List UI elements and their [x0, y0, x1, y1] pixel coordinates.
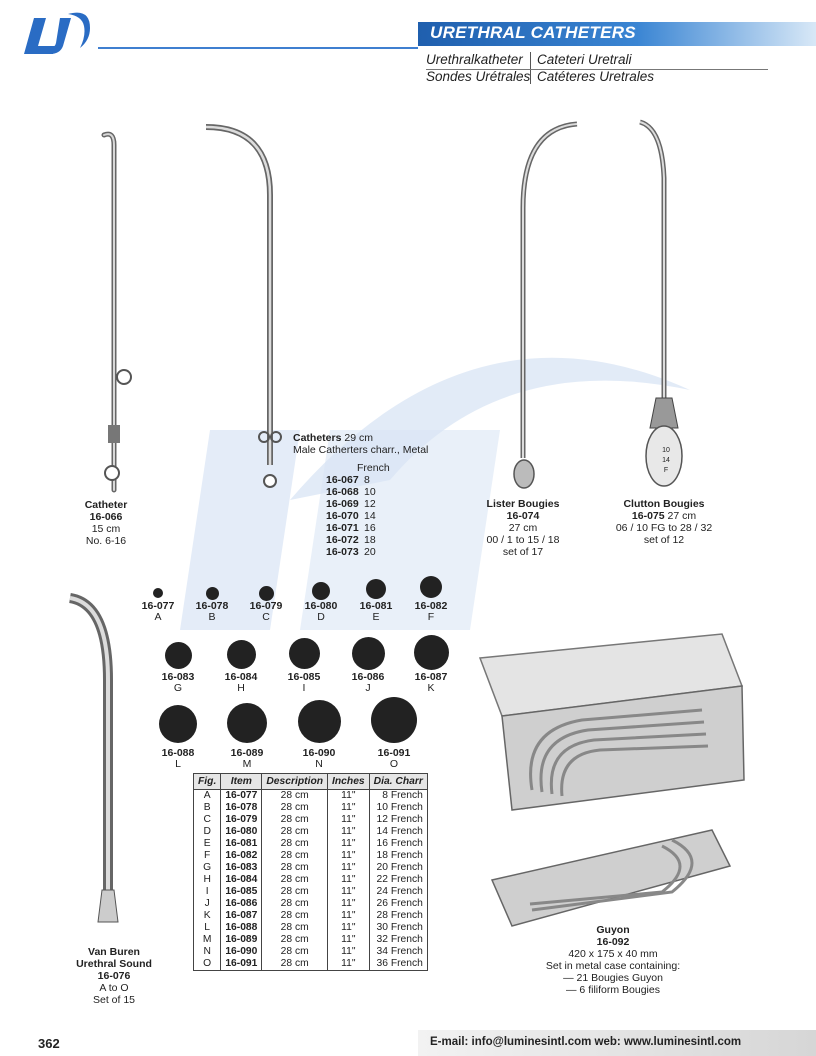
- table-cell: 14 French: [369, 826, 427, 838]
- table-cell: 10 French: [369, 802, 427, 814]
- catheters-size-code: 16-071: [326, 522, 359, 534]
- table-cell: 26 French: [369, 898, 427, 910]
- size-letter: A: [154, 611, 162, 623]
- size-letter: D: [317, 611, 325, 623]
- table-cell: 16-088: [221, 922, 262, 934]
- page-number: 362: [38, 1036, 60, 1051]
- catheters-size-code: 16-070: [326, 510, 359, 522]
- size-label: [274, 672, 334, 694]
- vanburen-code: 16-076: [97, 970, 131, 982]
- table-header: Description: [262, 774, 328, 790]
- size-code: 16-081: [359, 600, 393, 612]
- table-cell: F: [194, 850, 221, 862]
- table-cell: 28 cm: [262, 946, 328, 958]
- guyon-case-illustration: [472, 630, 752, 930]
- size-dot: [153, 588, 163, 598]
- size-code: 16-079: [249, 600, 283, 612]
- size-letter: N: [315, 758, 323, 770]
- size-letter: H: [237, 682, 245, 694]
- catheters-size-code: 16-069: [326, 498, 359, 510]
- table-row: [194, 934, 428, 946]
- catheters-size-row: [326, 510, 390, 522]
- table-cell: M: [194, 934, 221, 946]
- clutton-range: 06 / 10 FG to 28 / 32: [615, 522, 713, 534]
- table-cell: 28 cm: [262, 886, 328, 898]
- catheter-illustration: [92, 125, 136, 495]
- catheters-size-row: [326, 522, 390, 534]
- lister-bougie-illustration: [505, 118, 585, 498]
- size-dot: [227, 640, 256, 669]
- table-row: [194, 826, 428, 838]
- table-cell: 28 cm: [262, 922, 328, 934]
- table-cell: 11": [328, 814, 370, 826]
- size-code: 16-086: [351, 671, 385, 683]
- catheters-size-list: [326, 462, 390, 558]
- catheters-size-value: 18: [364, 534, 376, 546]
- catheters-size-row: [326, 474, 390, 486]
- size-code: 16-078: [195, 600, 229, 612]
- clutton-code: 16-075: [631, 510, 665, 522]
- table-row: [194, 838, 428, 850]
- lister-length: 27 cm: [508, 522, 538, 534]
- size-letter: C: [262, 611, 270, 623]
- catheters-size-value: 20: [364, 546, 376, 558]
- table-cell: 28 cm: [262, 874, 328, 886]
- table-cell: 16 French: [369, 838, 427, 850]
- size-code: 16-091: [377, 747, 411, 759]
- table-cell: 11": [328, 934, 370, 946]
- table-cell: E: [194, 838, 221, 850]
- table-cell: 16-083: [221, 862, 262, 874]
- guyon-contents: Set in metal case containing:: [545, 960, 681, 972]
- guyon-code: 16-092: [596, 936, 630, 948]
- catheters-length: 29 cm: [344, 432, 373, 444]
- table-cell: O: [194, 958, 221, 971]
- table-cell: 12 French: [369, 814, 427, 826]
- catheter-code: 16-066: [89, 511, 123, 523]
- clutton-set: set of 12: [643, 534, 685, 546]
- lister-caption: [473, 498, 573, 558]
- table-cell: 20 French: [369, 862, 427, 874]
- size-code: 16-083: [161, 671, 195, 683]
- size-dot: [414, 635, 449, 670]
- table-cell: 36 French: [369, 958, 427, 971]
- catheters-size-value: 8: [364, 474, 370, 486]
- size-code: 16-087: [414, 671, 448, 683]
- vanburen-caption: [64, 946, 164, 1006]
- table-cell: 16-081: [221, 838, 262, 850]
- size-label: [291, 601, 351, 623]
- catheters-name: Catheters: [293, 432, 342, 444]
- size-dot: [165, 642, 192, 669]
- spec-table: [193, 773, 428, 971]
- lister-name: Lister Bougies: [486, 498, 560, 510]
- table-row: [194, 790, 428, 803]
- size-label: [346, 601, 406, 623]
- catheters-caption: [293, 432, 428, 456]
- subtitle-es: Catéteres Uretrales: [537, 69, 655, 84]
- table-row: [194, 886, 428, 898]
- table-cell: 28 cm: [262, 790, 328, 803]
- guyon-item-2: — 6 filiform Bougies: [566, 984, 660, 996]
- table-cell: N: [194, 946, 221, 958]
- size-code: 16-085: [287, 671, 321, 683]
- size-letter: J: [365, 682, 371, 694]
- size-label: [148, 672, 208, 694]
- catheters-size-row: [326, 546, 390, 558]
- table-cell: 16-079: [221, 814, 262, 826]
- table-cell: J: [194, 898, 221, 910]
- table-row: [194, 958, 428, 971]
- table-header: Dia. Charr: [369, 774, 427, 790]
- table-cell: C: [194, 814, 221, 826]
- size-letter: G: [173, 682, 183, 694]
- size-code: 16-082: [414, 600, 448, 612]
- catheters-size-row: [326, 534, 390, 546]
- table-cell: 28 cm: [262, 862, 328, 874]
- table-header: Item: [221, 774, 262, 790]
- van-buren-illustration: [62, 590, 132, 940]
- table-cell: I: [194, 886, 221, 898]
- size-label: [211, 672, 271, 694]
- size-label: [148, 748, 208, 770]
- size-code: 16-089: [230, 747, 264, 759]
- catheters-size-value: 16: [364, 522, 376, 534]
- table-cell: 16-086: [221, 898, 262, 910]
- catheter-sizes: No. 6-16: [85, 535, 127, 547]
- size-dot: [227, 703, 267, 743]
- subtitle-fr: Sondes Urétrales: [426, 69, 531, 84]
- clutton-tip-label-1: 10: [662, 447, 670, 454]
- table-cell: 28 cm: [262, 910, 328, 922]
- table-cell: 11": [328, 838, 370, 850]
- table-cell: 11": [328, 790, 370, 803]
- table-cell: 16-077: [221, 790, 262, 803]
- size-letter: O: [389, 758, 399, 770]
- table-cell: 28 cm: [262, 838, 328, 850]
- guyon-name: Guyon: [596, 924, 630, 936]
- clutton-caption: [602, 498, 726, 546]
- table-cell: 11": [328, 850, 370, 862]
- table-cell: A: [194, 790, 221, 803]
- table-cell: B: [194, 802, 221, 814]
- table-row: [194, 898, 428, 910]
- table-cell: 16-091: [221, 958, 262, 971]
- table-cell: 11": [328, 898, 370, 910]
- size-dot: [352, 637, 385, 670]
- catheters-size-code: 16-072: [326, 534, 359, 546]
- table-cell: 28 cm: [262, 802, 328, 814]
- table-cell: L: [194, 922, 221, 934]
- table-row: [194, 862, 428, 874]
- table-cell: 24 French: [369, 886, 427, 898]
- guyon-caption: [530, 924, 696, 996]
- table-cell: 11": [328, 826, 370, 838]
- size-dot: [206, 587, 219, 600]
- table-cell: 11": [328, 910, 370, 922]
- table-cell: 11": [328, 802, 370, 814]
- table-cell: 11": [328, 862, 370, 874]
- size-label: [236, 601, 296, 623]
- size-code: 16-088: [161, 747, 195, 759]
- table-cell: 30 French: [369, 922, 427, 934]
- catheters-size-row: [326, 486, 390, 498]
- clutton-length: 27 cm: [667, 510, 697, 522]
- size-label: [182, 601, 242, 623]
- table-cell: 16-078: [221, 802, 262, 814]
- subtitle-it: Cateteri Uretrali: [537, 52, 632, 67]
- table-row: [194, 910, 428, 922]
- table-cell: 11": [328, 886, 370, 898]
- clutton-name: Clutton Bougies: [623, 498, 705, 510]
- brand-logo: [24, 10, 94, 58]
- catheters-size-code: 16-073: [326, 546, 359, 558]
- clutton-bougie-illustration: [630, 118, 700, 498]
- vanburen-set: Set of 15: [92, 994, 136, 1006]
- table-cell: 8 French: [369, 790, 427, 803]
- size-code: 16-080: [304, 600, 338, 612]
- size-letter: K: [427, 682, 435, 694]
- size-letter: L: [175, 758, 181, 770]
- clutton-tip-label-2: 14: [662, 457, 670, 464]
- table-row: [194, 850, 428, 862]
- table-cell: 32 French: [369, 934, 427, 946]
- size-dot: [420, 576, 442, 598]
- table-cell: 28 cm: [262, 826, 328, 838]
- catheters-size-value: 10: [364, 486, 376, 498]
- table-cell: 28 cm: [262, 850, 328, 862]
- table-cell: 16-089: [221, 934, 262, 946]
- table-header: Inches: [328, 774, 370, 790]
- size-label: [217, 748, 277, 770]
- catheters-size-value: 12: [364, 498, 376, 510]
- size-label: [289, 748, 349, 770]
- catheters-size-code: 16-067: [326, 474, 359, 486]
- catheters-desc: Male Catherters charr., Metal: [293, 444, 429, 456]
- size-code: 16-077: [141, 600, 175, 612]
- table-cell: 16-087: [221, 910, 262, 922]
- table-row: [194, 874, 428, 886]
- clutton-tip-label-3: F: [663, 467, 669, 474]
- size-letter: I: [302, 682, 306, 694]
- lister-range: 00 / 1 to 15 / 18: [486, 534, 560, 546]
- size-code: 16-084: [224, 671, 258, 683]
- size-code: 16-090: [302, 747, 336, 759]
- vanburen-name-1: Van Buren: [88, 946, 140, 958]
- size-letter: E: [372, 611, 380, 623]
- size-label: [128, 601, 188, 623]
- table-cell: 28 cm: [262, 934, 328, 946]
- table-cell: 28 cm: [262, 958, 328, 971]
- size-label: [364, 748, 424, 770]
- size-dot: [259, 586, 274, 601]
- table-row: [194, 922, 428, 934]
- table-cell: 16-085: [221, 886, 262, 898]
- table-row: [194, 814, 428, 826]
- size-label: [401, 601, 461, 623]
- catheter-caption: [66, 499, 146, 547]
- catheters-size-row: [326, 498, 390, 510]
- size-label: [401, 672, 461, 694]
- table-cell: 28 cm: [262, 814, 328, 826]
- table-cell: G: [194, 862, 221, 874]
- size-dot: [298, 700, 341, 743]
- table-row: [194, 802, 428, 814]
- lister-set: set of 17: [502, 546, 544, 558]
- subtitle-de: Urethralkatheter: [426, 52, 523, 67]
- guyon-item-1: — 21 Bougies Guyon: [563, 972, 663, 984]
- table-cell: D: [194, 826, 221, 838]
- table-row: [194, 946, 428, 958]
- table-header: Fig.: [194, 774, 221, 790]
- size-dot: [289, 638, 320, 669]
- table-cell: 11": [328, 874, 370, 886]
- size-dot: [366, 579, 386, 599]
- catheters-size-value: 14: [364, 510, 376, 522]
- catheters-size-header: French: [357, 462, 390, 474]
- vanburen-name-2: Urethral Sound: [76, 958, 152, 970]
- catheter-length: 15 cm: [91, 523, 121, 535]
- size-letter: F: [427, 611, 435, 623]
- header-rule: [98, 47, 418, 49]
- vanburen-range: A to O: [99, 982, 129, 994]
- catheters-illustration: [198, 115, 288, 495]
- lister-code: 16-074: [506, 510, 540, 522]
- guyon-dims: 420 x 175 x 40 mm: [568, 948, 658, 960]
- footer-contact: E-mail: info@luminesintl.com web: www.luminesintl.com: [430, 1036, 742, 1048]
- size-letter: B: [208, 611, 216, 623]
- catheter-name: Catheter: [84, 499, 128, 511]
- catheters-size-code: 16-068: [326, 486, 359, 498]
- table-cell: 18 French: [369, 850, 427, 862]
- size-label: [338, 672, 398, 694]
- table-cell: 11": [328, 958, 370, 971]
- page-title: URETHRAL CATHETERS: [430, 23, 636, 42]
- table-cell: 11": [328, 946, 370, 958]
- size-dot: [159, 705, 197, 743]
- size-dot: [312, 582, 330, 600]
- table-cell: K: [194, 910, 221, 922]
- table-cell: 16-084: [221, 874, 262, 886]
- table-cell: 16-080: [221, 826, 262, 838]
- table-cell: 22 French: [369, 874, 427, 886]
- table-cell: H: [194, 874, 221, 886]
- table-cell: 28 cm: [262, 898, 328, 910]
- size-dot: [371, 697, 417, 743]
- table-cell: 34 French: [369, 946, 427, 958]
- table-cell: 16-082: [221, 850, 262, 862]
- table-cell: 11": [328, 922, 370, 934]
- table-cell: 16-090: [221, 946, 262, 958]
- size-letter: M: [242, 758, 252, 770]
- table-cell: 28 French: [369, 910, 427, 922]
